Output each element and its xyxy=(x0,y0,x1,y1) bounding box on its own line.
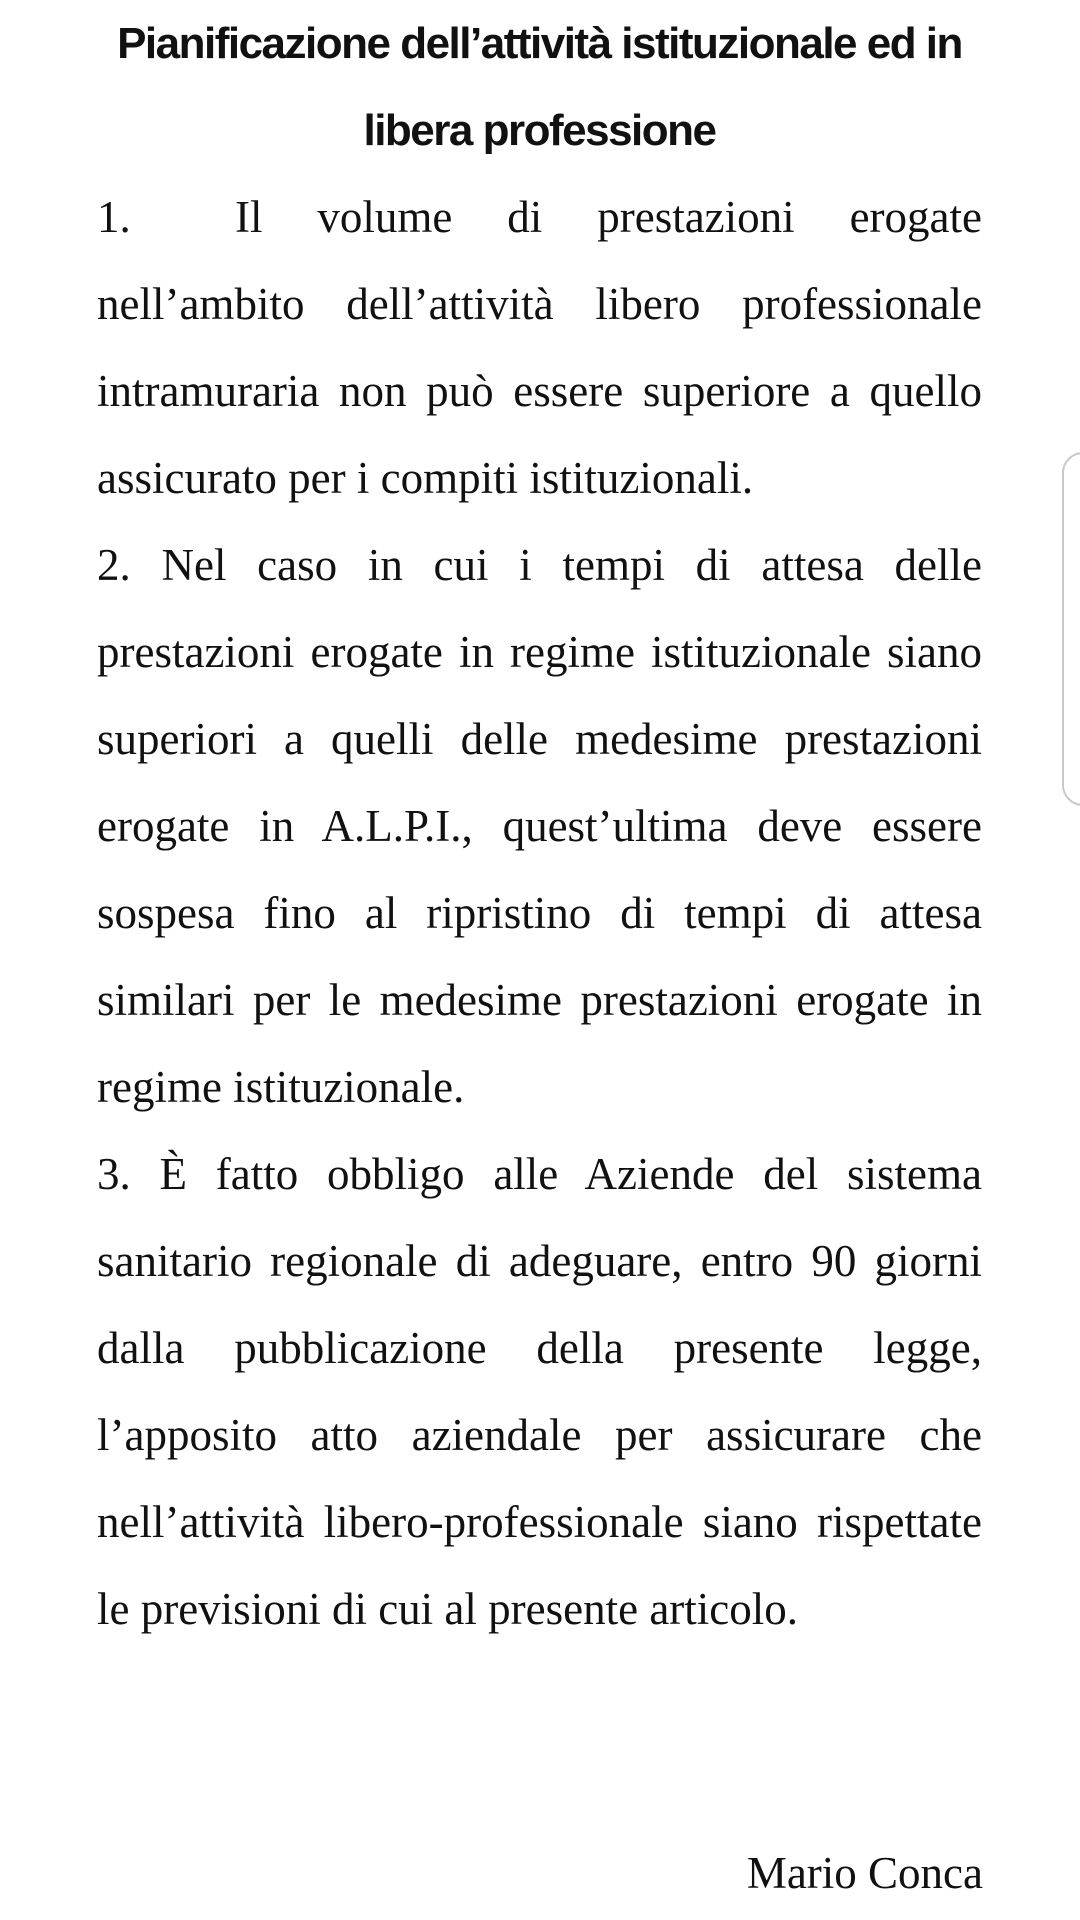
document-body xyxy=(97,0,982,1653)
paragraph-3: 3. È fatto obbligo alle Aziende del sistema sanitario regionale di adeguare, entro 90 giorni dalla pubblicazione della presente legge, l’apposito atto aziendale per assicurare che nell’attività libero-professionale siano rispettate le previsioni di cui al presente articolo. xyxy=(97,1149,982,1634)
paragraph-2: 2. Nel caso in cui i tempi di attesa delle prestazioni erogate in regime istituzionale siano superiori a quelli delle medesime prestazioni erogate in A.L.P.I., quest’ultima deve essere sospesa fino al ripristino di tempi di attesa similari per le medesime prestazioni erogate in regime istituzionale. xyxy=(97,540,982,1112)
signature: Mario Conca xyxy=(746,1848,983,1898)
document-title: Pianificazione dell’attività istituzionale ed in libera professione xyxy=(117,19,962,155)
scroll-handle[interactable] xyxy=(1062,452,1080,806)
paragraph-1 xyxy=(97,174,982,522)
paragraph-1-number: 1. xyxy=(97,192,131,242)
paragraph-1-text: Il volume di prestazioni erogate nell’ambito dell’attività libero professionale intramuraria non può essere superiore a quello assicurato per i compiti istituzionali. xyxy=(97,192,982,503)
